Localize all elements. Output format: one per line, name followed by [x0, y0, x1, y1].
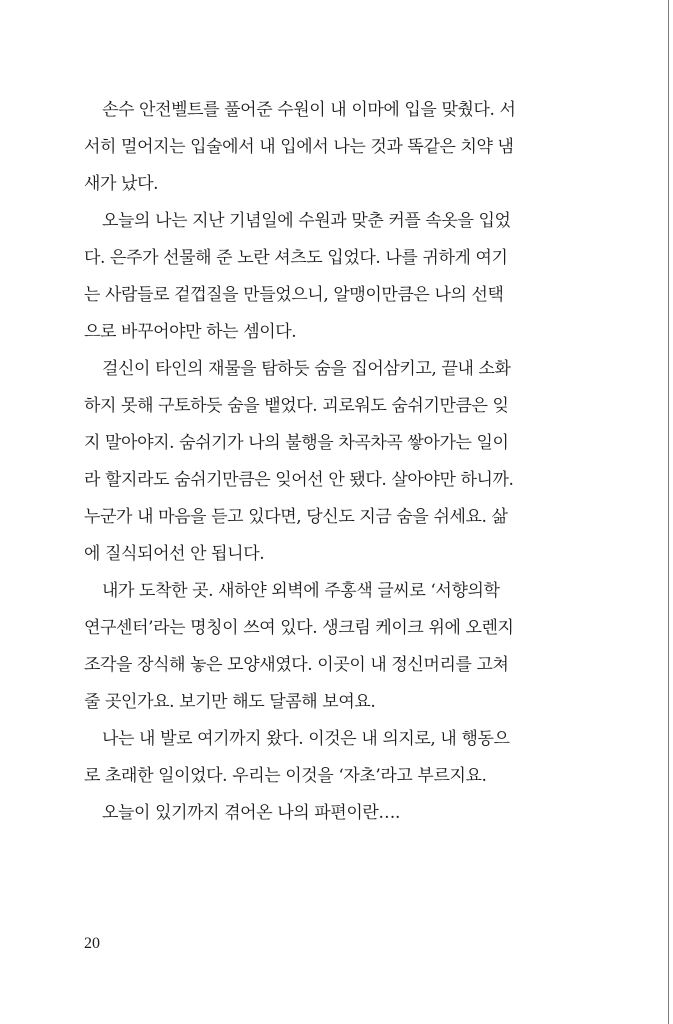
- text-line: 새가 났다.: [84, 174, 159, 194]
- text-line: 누군가 내 마음을 듣고 있다면, 당신도 지금 숨을 쉬세요. 삶: [84, 507, 508, 527]
- text-line: 으로 바꾸어야만 하는 셈이다.: [84, 322, 297, 342]
- text-line: 내가 도착한 곳. 새하얀 외벽에 주홍색 글씨로 ‘서향의학: [102, 581, 500, 601]
- page-number: 20: [84, 935, 100, 952]
- text-line: 서히 멀어지는 입술에서 내 입에서 나는 것과 똑같은 치약 냄: [84, 137, 514, 157]
- text-line: 하지 못해 구토하듯 숨을 뱉었다. 괴로워도 숨쉬기만큼은 잊: [84, 396, 509, 416]
- text-line: 라 할지라도 숨쉬기만큼은 잊어선 안 됐다. 살아야만 하니까.: [84, 470, 514, 490]
- text-line: 연구센터’라는 명칭이 쓰여 있다. 생크림 케이크 위에 오렌지: [84, 618, 514, 638]
- text-line: 지 말아야지. 숨쉬기가 나의 불행을 차곡차곡 쌓아가는 일이: [84, 433, 509, 453]
- text-line: 오늘이 있기까지 겪어온 나의 파편이란….: [102, 803, 400, 823]
- text-line: 줄 곳인가요. 보기만 해도 달콤해 보여요.: [84, 692, 376, 712]
- text-line: 는 사람들로 겉껍질을 만들었으니, 알맹이만큼은 나의 선택: [84, 285, 504, 305]
- text-line: 걸신이 타인의 재물을 탐하듯 숨을 집어삼키고, 끝내 소화: [102, 359, 511, 379]
- text-line: 손수 안전벨트를 풀어준 수원이 내 이마에 입을 맞췄다. 서: [102, 100, 516, 120]
- page-edge-divider: [668, 0, 669, 1024]
- text-line: 오늘의 나는 지난 기념일에 수원과 맞춘 커플 속옷을 입었: [102, 211, 511, 231]
- text-line: 로 초래한 일이었다. 우리는 이것을 ‘자초’라고 부르지요.: [84, 766, 487, 786]
- text-line: 나는 내 발로 여기까지 왔다. 이것은 내 의지로, 내 행동으: [102, 729, 510, 749]
- text-line: 에 질식되어선 안 됩니다.: [84, 544, 265, 564]
- text-line: 다. 은주가 선물해 준 노란 셔츠도 입었다. 나를 귀하게 여기: [84, 248, 508, 268]
- text-line: 조각을 장식해 놓은 모양새였다. 이곳이 내 정신머리를 고쳐: [84, 655, 509, 675]
